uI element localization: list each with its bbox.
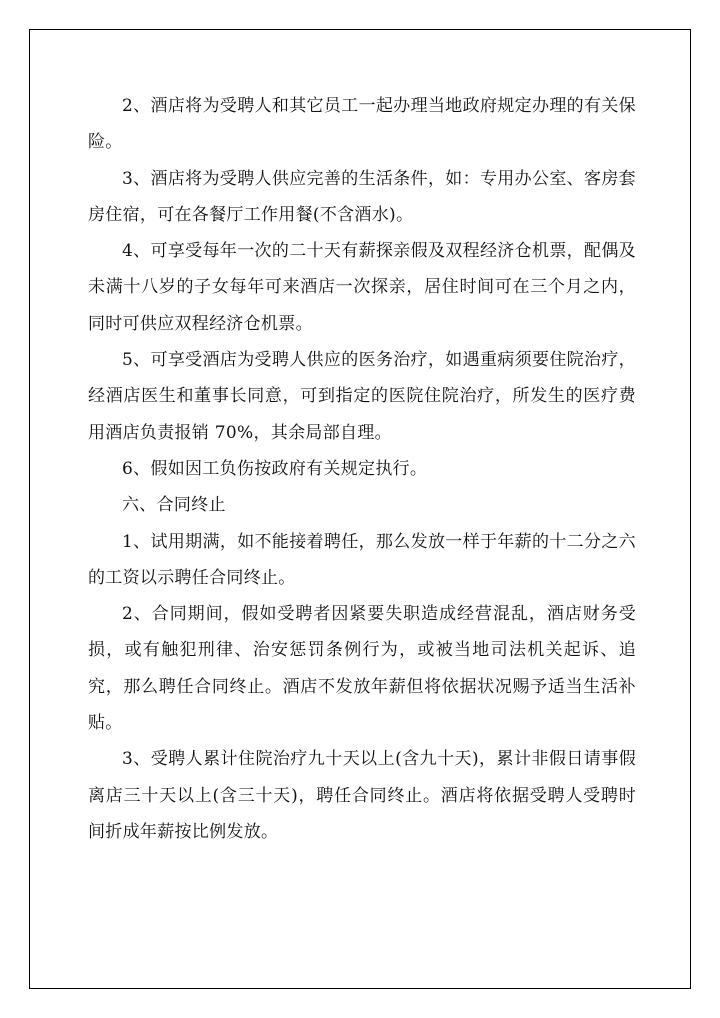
paragraph-insurance: 2、酒店将为受聘人和其它员工一起办理当地政府规定办理的有关保险。	[88, 96, 636, 153]
paragraph-probation-end: 1、试用期满，如不能接着聘任，那么发放一样于年薪的十二分之六的工资以示聘任合同终止。	[88, 531, 636, 588]
paragraph-leave-termination: 3、受聘人累计住院治疗九十天以上(含九十天)，累计非假日请事假离店三十天以上(含三十天)，聘任合同终止。酒店将依据受聘人受聘时间折成年薪按比例发放。	[88, 749, 636, 842]
section-heading-contract-termination: 六、合同终止	[122, 495, 226, 516]
paragraph-living-conditions: 3、酒店将为受聘人供应完善的生活条件，如：专用办公室、客房套房住宿，可在各餐厅工作用餐(不含酒水)。	[88, 168, 636, 225]
paragraph-misconduct-termination: 2、合同期间，假如受聘者因紧要失职造成经营混乱，酒店财务受损，或有触犯刑律、治安惩罚条例行为，或被当地司法机关起诉、追究，那么聘任合同终止。酒店不发放年薪但将依据状况赐予适当生活补贴。	[88, 604, 636, 734]
paragraph-medical-treatment: 5、可享受酒店为受聘人供应的医务治疗，如遇重病须要住院治疗，经酒店医生和董事长同意，可到指定的医院住院治疗，所发生的医疗费用酒店负责报销 70%，其余局部自理。	[88, 350, 636, 443]
paragraph-work-injury: 6、假如因工负伤按政府有关规定执行。	[122, 458, 428, 479]
document-body	[88, 88, 636, 850]
paragraph-home-leave: 4、可享受每年一次的二十天有薪探亲假及双程经济仓机票，配偶及未满十八岁的子女每年可来酒店一次探亲，居住时间可在三个月之内，同时可供应双程经济仓机票。	[88, 241, 636, 334]
